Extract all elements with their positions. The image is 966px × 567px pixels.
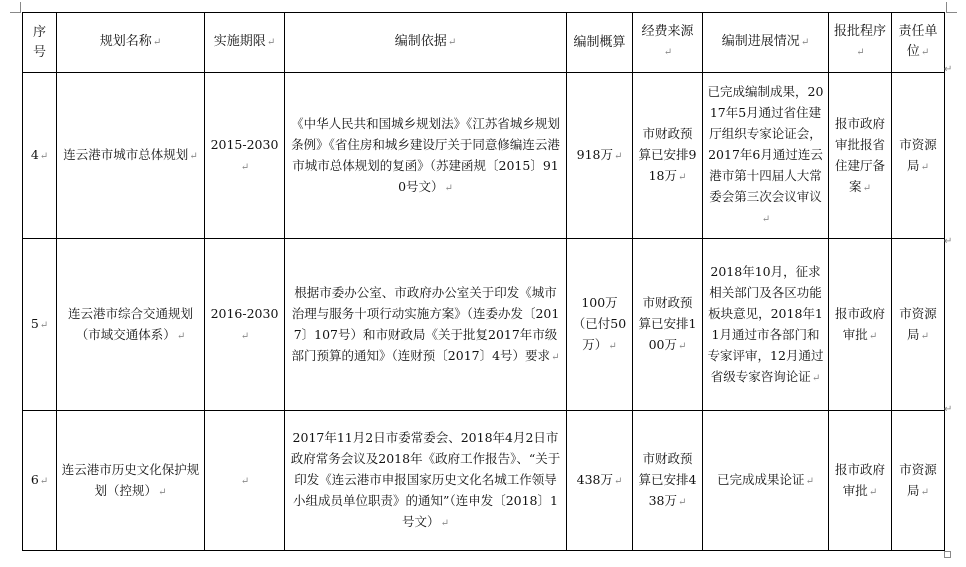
paragraph-mark-icon: ↵ — [920, 486, 929, 498]
header-approval: 报批程序↵ — [829, 13, 892, 73]
paragraph-mark-icon: ↵ — [158, 486, 167, 498]
cell-progress: 已完成成果论证↵ — [703, 411, 829, 551]
table-row — [23, 239, 945, 411]
cell-budget: 100万（已付50万）↵ — [567, 239, 633, 411]
paragraph-mark-icon: ↵ — [266, 37, 276, 48]
paragraph-mark-icon: ↵ — [920, 330, 929, 342]
paragraph-mark-icon: ↵ — [39, 320, 49, 331]
cell-approval: 报市政府审批报省住建厅备案↵ — [829, 73, 892, 239]
row-end-mark-icon: ↵ — [944, 236, 953, 247]
cell-name: 连云港市综合交通规划（市域交通体系）↵ — [57, 239, 205, 411]
header-unit: 责任单位↵ — [892, 13, 945, 73]
cell-approval: 报市政府审批↵ — [829, 239, 892, 411]
paragraph-mark-icon: ↵ — [678, 497, 687, 508]
table-row — [23, 73, 945, 239]
row-end-mark-icon: ↵ — [944, 404, 953, 415]
planning-table — [22, 12, 945, 551]
row-end-mark-icon: ↵ — [944, 64, 953, 75]
paragraph-mark-icon: ↵ — [663, 47, 673, 58]
table-resize-handle[interactable] — [944, 551, 951, 558]
header-funding: 经费来源↵ — [633, 13, 703, 73]
paragraph-mark-icon: ↵ — [856, 47, 865, 58]
paragraph-mark-icon: ↵ — [811, 372, 821, 384]
paragraph-mark-icon: ↵ — [868, 330, 878, 342]
paragraph-mark-icon: ↵ — [444, 182, 453, 194]
paragraph-mark-icon: ↵ — [39, 151, 49, 162]
cell-funding: 市财政预算已安排100万↵ — [633, 239, 703, 411]
cell-funding: 市财政预算已安排438万↵ — [633, 411, 703, 551]
cell-approval: 报市政府审批↵ — [829, 411, 892, 551]
paragraph-mark-icon: ↵ — [613, 151, 623, 162]
paragraph-mark-icon: ↵ — [805, 476, 814, 487]
paragraph-mark-icon: ↵ — [440, 518, 449, 529]
paragraph-mark-icon: ↵ — [447, 37, 457, 48]
crop-mark-top-left — [10, 2, 21, 13]
cell-name: 连云港市城市总体规划↵ — [57, 73, 205, 239]
paragraph-mark-icon: ↵ — [240, 330, 250, 342]
paragraph-mark-icon: ↵ — [868, 486, 878, 498]
paragraph-mark-icon: ↵ — [176, 330, 186, 342]
crop-mark-top-right — [946, 2, 957, 13]
paragraph-mark-icon: ↵ — [761, 214, 771, 225]
cell-unit: 市资源局↵ — [892, 411, 945, 551]
cell-progress: 已完成编制成果，2017年5月通过省住建厅组织专家论证会，2017年6月通过连云港市第十四届人大常委会第三次会议审议↵ — [703, 73, 829, 239]
cell-budget: 438万↵ — [567, 411, 633, 551]
paragraph-mark-icon: ↵ — [920, 47, 930, 58]
cell-budget: 918万↵ — [567, 73, 633, 239]
cell-no: 6↵ — [23, 411, 57, 551]
cell-period — [205, 411, 285, 551]
paragraph-mark-icon: ↵ — [920, 161, 929, 173]
cell-basis: 2017年11月2日市委常委会、2018年4月2日市政府常务会议及2018年《政府工作报告》、“关于印发《连云港市申报国家历史文化名城工作领导小组成员单位职责》的通知”（连申发〔2018〕1号文）↵ — [285, 411, 567, 551]
paragraph-mark-icon: ↵ — [678, 341, 687, 352]
paragraph-mark-icon: ↵ — [678, 172, 687, 183]
cell-basis: 根据市委办公室、市政府办公室关于印发《城市治理与服务十项行动实施方案》（连委办发〔2017〕107号）和市财政局《关于批复2017年市级部门预算的通知》（连财预〔2017〕4号）要求↵ — [285, 239, 567, 411]
cell-period: 2015-2030↵ — [205, 73, 285, 239]
cell-progress: 2018年10月，征求相关部门及各区功能板块意见，2018年11月通过市各部门和专家评审，12月通过省级专家咨询论证↵ — [703, 239, 829, 411]
header-progress: 编制进展情况↵ — [703, 13, 829, 73]
cell-basis: 《中华人民共和国城乡规划法》《江苏省城乡规划条例》《省住房和城乡建设厅关于同意修编连云港市城市总体规划的复函》（苏建函规〔2015〕910号文）↵ — [285, 73, 567, 239]
header-budget: 编制概算 — [567, 13, 633, 73]
paragraph-mark-icon: ↵ — [800, 37, 810, 48]
header-name: 规划名称↵ — [57, 13, 205, 73]
paragraph-mark-icon: ↵ — [551, 351, 560, 363]
header-period: 实施期限↵ — [205, 13, 285, 73]
paragraph-mark-icon: ↵ — [240, 161, 250, 173]
cell-no: 5↵ — [23, 239, 57, 411]
cell-name: 连云港市历史文化保护规划（控规）↵ — [57, 411, 205, 551]
cell-no: 4↵ — [23, 73, 57, 239]
cell-funding: 市财政预算已安排918万↵ — [633, 73, 703, 239]
table-row — [23, 411, 945, 551]
paragraph-mark-icon: ↵ — [862, 182, 871, 194]
paragraph-mark-icon: ↵ — [189, 151, 198, 162]
paragraph-mark-icon: ↵ — [240, 476, 250, 487]
paragraph-mark-icon: ↵ — [608, 341, 617, 352]
paragraph-mark-icon: ↵ — [613, 476, 623, 487]
cell-unit: 市资源局↵ — [892, 239, 945, 411]
table-header-row — [23, 13, 945, 73]
cell-period: 2016-2030↵ — [205, 239, 285, 411]
header-basis: 编制依据↵ — [285, 13, 567, 73]
paragraph-mark-icon: ↵ — [39, 476, 49, 487]
cell-unit: 市资源局↵ — [892, 73, 945, 239]
header-no: 序号 — [23, 13, 57, 73]
paragraph-mark-icon: ↵ — [152, 37, 162, 48]
